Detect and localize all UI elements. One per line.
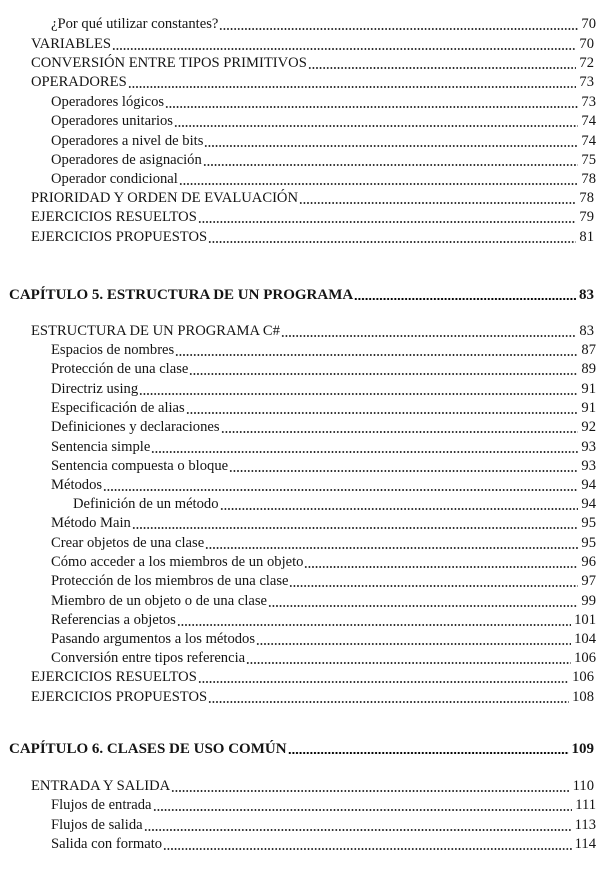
- toc-entry-page: 114: [574, 836, 596, 852]
- toc-entry-page: 101: [574, 612, 596, 628]
- toc-entry: [0, 629, 596, 648]
- dot-leader: [229, 470, 578, 472]
- toc-entry: [0, 513, 596, 532]
- toc-entry-title: Operadores de asignación: [51, 152, 202, 168]
- toc-entry: [0, 72, 594, 91]
- toc-entry-title: Protección de una clase: [51, 361, 189, 377]
- toc-entry-page: 94: [581, 477, 596, 493]
- dot-leader: [186, 412, 579, 414]
- toc-entry: [0, 795, 596, 814]
- dot-leader: [103, 489, 578, 491]
- toc-entry-title: Protección de los miembros de una clase: [51, 573, 289, 589]
- dot-leader: [171, 790, 569, 792]
- toc-entry: [0, 815, 596, 834]
- toc-entry-page: 79: [579, 209, 594, 225]
- toc-entry-title: Operadores lógicos: [51, 94, 165, 110]
- toc-entry-title: PRIORIDAD Y ORDEN DE EVALUACIÓN: [31, 190, 299, 206]
- toc-entry: [0, 227, 594, 246]
- toc-entry-title: Operadores a nivel de bits: [51, 133, 204, 149]
- toc-entry-page: 74: [581, 113, 596, 129]
- toc-entry-title: Operadores unitarios: [51, 113, 173, 129]
- toc-entry: [0, 359, 596, 378]
- dot-leader: [198, 221, 577, 223]
- toc-entry-page: 95: [581, 515, 596, 531]
- toc-entry-title: Cómo acceder a los miembros de un objeto: [51, 554, 304, 570]
- toc-entry: [0, 591, 596, 610]
- toc-entry: [0, 667, 594, 686]
- chapter-heading: [0, 738, 594, 758]
- toc-entry-page: 106: [574, 650, 596, 666]
- dot-leader: [204, 145, 578, 147]
- toc-entry-page: 89: [581, 361, 596, 377]
- dot-leader: [112, 48, 576, 50]
- dot-leader: [163, 848, 572, 850]
- dot-leader: [205, 547, 578, 549]
- toc-entry: [0, 150, 596, 169]
- toc-entry-page: 72: [579, 55, 594, 71]
- toc-entry: [0, 776, 594, 795]
- toc-entry-title: Salida con formato: [51, 836, 163, 852]
- dot-leader: [208, 241, 576, 243]
- toc-entry-title: Operador condicional: [51, 171, 178, 187]
- toc-entry-title: EJERCICIOS PROPUESTOS: [31, 689, 208, 705]
- toc-entry-title: Miembro de un objeto o de una clase: [51, 593, 268, 609]
- toc-entry: [0, 379, 596, 398]
- toc-entry: [0, 53, 594, 72]
- toc-entry-title: EJERCICIOS RESUELTOS: [31, 669, 197, 685]
- toc-entry-title: Pasando argumentos a los métodos: [51, 631, 256, 647]
- dot-leader: [219, 28, 578, 30]
- toc-entry: [0, 111, 596, 130]
- toc-entry: [0, 475, 596, 494]
- toc-entry-page: 113: [574, 817, 596, 833]
- toc-entry-page: 96: [581, 554, 596, 570]
- toc-entry-page: 78: [579, 190, 594, 206]
- toc-entry: [0, 188, 594, 207]
- toc-entry-title: VARIABLES: [31, 36, 112, 52]
- toc-entry-title: Sentencia compuesta o bloque: [51, 458, 229, 474]
- dot-leader: [132, 527, 579, 529]
- toc-entry-title: Conversión entre tipos referencia: [51, 650, 246, 666]
- toc-entry: [0, 834, 596, 853]
- toc-entry: [0, 14, 596, 33]
- toc-entry-title: Espacios de nombres: [51, 342, 175, 358]
- toc-entry-page: 83: [579, 323, 594, 339]
- toc-entry-page: 93: [581, 439, 596, 455]
- chapter-title: CAPÍTULO 6. CLASES DE USO COMÚN: [9, 741, 287, 757]
- dot-leader: [208, 701, 569, 703]
- toc-entry: [0, 610, 596, 629]
- chapter-page: 109: [571, 741, 594, 757]
- toc-entry-page: 81: [579, 229, 594, 245]
- toc-entry-page: 108: [572, 689, 594, 705]
- dot-leader: [175, 354, 578, 356]
- toc-entry-page: 91: [581, 400, 596, 416]
- toc-entry-title: CONVERSIÓN ENTRE TIPOS PRIMITIVOS: [31, 55, 307, 71]
- toc-entry-page: 97: [581, 573, 596, 589]
- toc-entry: [0, 552, 596, 571]
- dot-leader: [268, 605, 578, 607]
- toc-entry-title: Definiciones y declaraciones: [51, 419, 220, 435]
- toc-entry-title: Directriz using: [51, 381, 139, 397]
- toc-entry: [0, 131, 596, 150]
- toc-entry-page: 73: [579, 74, 594, 90]
- toc-entry: [0, 571, 596, 590]
- toc-entry-title: EJERCICIOS PROPUESTOS: [31, 229, 208, 245]
- dot-leader: [220, 508, 579, 510]
- toc-entry: [0, 437, 596, 456]
- dot-leader: [299, 202, 576, 204]
- dot-leader: [153, 809, 573, 811]
- toc-entry-page: 99: [581, 593, 596, 609]
- toc-entry-title: EJERCICIOS RESUELTOS: [31, 209, 197, 225]
- toc-entry-page: 73: [581, 94, 596, 110]
- dot-leader: [128, 86, 577, 88]
- dot-leader: [151, 451, 578, 453]
- toc-entry-page: 94: [581, 496, 596, 512]
- toc-entry-page: 95: [581, 535, 596, 551]
- toc-entry-title: OPERADORES: [31, 74, 127, 90]
- toc-entry-title: ENTRADA Y SALIDA: [31, 778, 171, 794]
- dot-leader: [198, 681, 569, 683]
- toc-entry-page: 87: [581, 342, 596, 358]
- toc-entry-page: 70: [581, 16, 596, 32]
- toc-entry-title: Flujos de salida: [51, 817, 143, 833]
- dot-leader: [288, 752, 569, 754]
- toc-entry: [0, 648, 596, 667]
- dot-leader: [174, 125, 578, 127]
- toc-entry-title: Especificación de alias: [51, 400, 185, 416]
- toc-entry-title: Método Main: [51, 515, 131, 531]
- toc-entry-page: 104: [574, 631, 596, 647]
- dot-leader: [221, 431, 579, 433]
- toc-entry-title: Flujos de entrada: [51, 797, 152, 813]
- toc-entry-page: 91: [581, 381, 596, 397]
- chapter-heading: [0, 284, 594, 304]
- dot-leader: [354, 298, 576, 300]
- toc-entry-title: ESTRUCTURA DE UN PROGRAMA C#: [31, 323, 280, 339]
- dot-leader: [304, 566, 578, 568]
- toc-entry-page: 106: [572, 669, 594, 685]
- dot-leader: [144, 829, 572, 831]
- toc-entry-title: ¿Por qué utilizar constantes?: [51, 16, 219, 32]
- toc-entry: [0, 494, 596, 513]
- dot-leader: [256, 643, 571, 645]
- toc-entry-page: 93: [581, 458, 596, 474]
- dot-leader: [189, 373, 578, 375]
- toc-entry: [0, 398, 596, 417]
- toc-entry: [0, 321, 594, 340]
- dot-leader: [246, 662, 571, 664]
- dot-leader: [281, 335, 576, 337]
- toc-entry-page: 111: [575, 797, 596, 813]
- toc-entry-title: Definición de un método: [73, 496, 219, 512]
- toc-entry: [0, 417, 596, 436]
- dot-leader: [308, 67, 577, 69]
- toc-entry-title: Sentencia simple: [51, 439, 151, 455]
- toc-entry-page: 78: [581, 171, 596, 187]
- toc-entry: [0, 533, 596, 552]
- toc-entry: [0, 456, 596, 475]
- dot-leader: [177, 624, 571, 626]
- toc-entry: [0, 340, 596, 359]
- toc-entry-title: Crear objetos de una clase: [51, 535, 205, 551]
- chapter-title: CAPÍTULO 5. ESTRUCTURA DE UN PROGRAMA: [9, 287, 354, 303]
- toc-entry-page: 70: [579, 36, 594, 52]
- dot-leader: [139, 393, 578, 395]
- chapter-page: 83: [579, 287, 594, 303]
- toc-entry: [0, 687, 594, 706]
- toc-entry-title: Métodos: [51, 477, 103, 493]
- dot-leader: [203, 164, 579, 166]
- toc-entry: [0, 34, 594, 53]
- toc-entry: [0, 92, 596, 111]
- dot-leader: [165, 106, 578, 108]
- toc-entry-page: 75: [581, 152, 596, 168]
- toc-entry: [0, 207, 594, 226]
- toc-entry-title: Referencias a objetos: [51, 612, 176, 628]
- dot-leader: [179, 183, 579, 185]
- toc-entry: [0, 169, 596, 188]
- toc-entry-page: 110: [572, 778, 594, 794]
- toc-entry-page: 92: [581, 419, 596, 435]
- toc-entry-page: 74: [581, 133, 596, 149]
- dot-leader: [289, 585, 578, 587]
